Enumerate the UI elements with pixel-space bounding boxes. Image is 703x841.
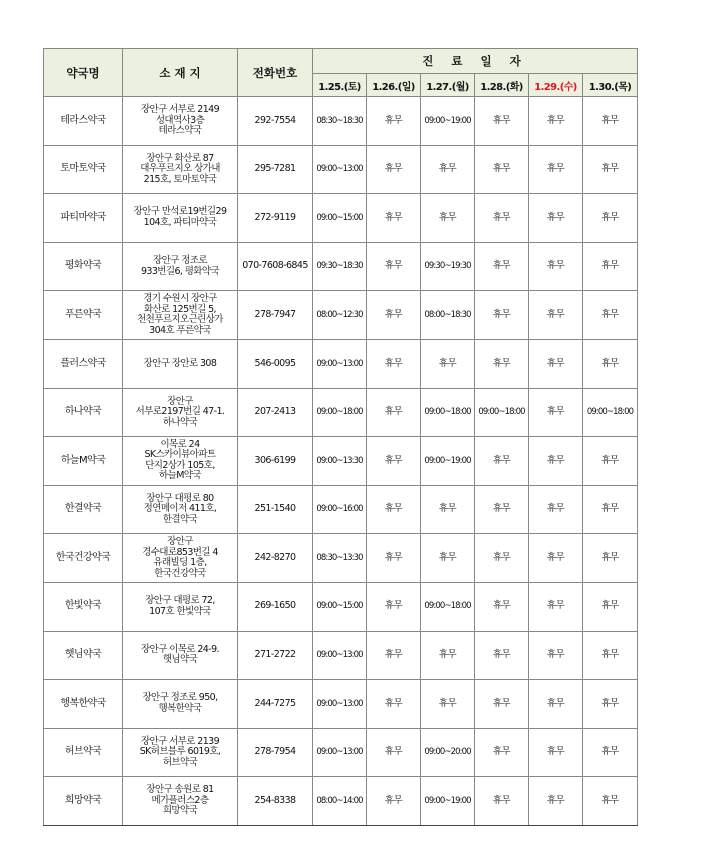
pharmacy-hours: 08:00~14:00 <box>313 777 367 826</box>
pharmacy-hours: 휴무 <box>475 339 529 388</box>
pharmacy-hours: 휴무 <box>583 728 638 777</box>
header-name: 약국명 <box>44 49 123 97</box>
pharmacy-hours: 09:00~15:00 <box>313 194 367 243</box>
pharmacy-hours: 09:00~13:00 <box>313 680 367 729</box>
pharmacy-phone: 244-7275 <box>238 680 313 729</box>
pharmacy-phone: 306-6199 <box>238 437 313 486</box>
pharmacy-address: 장안구 이목로 24-9. 햇님약국 <box>123 631 238 680</box>
pharmacy-phone: 271-2722 <box>238 631 313 680</box>
pharmacy-hours: 휴무 <box>367 339 421 388</box>
pharmacy-hours: 휴무 <box>529 728 583 777</box>
pharmacy-address: 장안구 송원로 81 메가플러스2층 희망약국 <box>123 777 238 826</box>
pharmacy-hours: 09:00~18:00 <box>583 388 638 437</box>
table-header <box>44 49 638 97</box>
pharmacy-hours: 휴무 <box>367 534 421 583</box>
table-row <box>44 680 638 729</box>
table-row <box>44 631 638 680</box>
pharmacy-address: 경기 수원시 장안구 화산로 125번길 5, 천천푸르지오근린상가 304호 푸른약국 <box>123 291 238 340</box>
pharmacy-hours: 휴무 <box>367 680 421 729</box>
pharmacy-hours: 09:00~19:00 <box>421 97 475 146</box>
pharmacy-phone: 251-1540 <box>238 485 313 534</box>
pharmacy-phone: 269-1650 <box>238 582 313 631</box>
pharmacy-name: 푸른약국 <box>44 291 123 340</box>
pharmacy-hours: 휴무 <box>583 145 638 194</box>
pharmacy-hours: 휴무 <box>421 631 475 680</box>
header-day-highlight: 1.29.(수) <box>529 74 583 97</box>
pharmacy-hours: 휴무 <box>367 291 421 340</box>
pharmacy-hours: 휴무 <box>367 388 421 437</box>
pharmacy-hours: 휴무 <box>475 97 529 146</box>
pharmacy-hours: 09:00~13:30 <box>313 437 367 486</box>
pharmacy-hours: 휴무 <box>475 242 529 291</box>
pharmacy-hours: 08:30~18:30 <box>313 97 367 146</box>
pharmacy-address: 장안구 서부로2197번길 47-1. 하나약국 <box>123 388 238 437</box>
pharmacy-address: 장안구 서부로 2149 성대역사3층 테라스약국 <box>123 97 238 146</box>
pharmacy-address: 이목로 24 SK스카이뷰아파트 단지2상가 105호, 하늘M약국 <box>123 437 238 486</box>
header-day: 1.25.(토) <box>313 74 367 97</box>
pharmacy-hours: 휴무 <box>529 485 583 534</box>
pharmacy-hours: 휴무 <box>475 582 529 631</box>
pharmacy-phone: 292-7554 <box>238 97 313 146</box>
pharmacy-phone: 278-7947 <box>238 291 313 340</box>
pharmacy-hours: 휴무 <box>529 388 583 437</box>
pharmacy-address: 장안구 정조로 950, 행복한약국 <box>123 680 238 729</box>
pharmacy-hours: 09:00~18:00 <box>421 582 475 631</box>
pharmacy-name: 하나약국 <box>44 388 123 437</box>
table-row <box>44 242 638 291</box>
pharmacy-hours: 휴무 <box>367 631 421 680</box>
pharmacy-hours: 휴무 <box>583 680 638 729</box>
header-day: 1.26.(일) <box>367 74 421 97</box>
pharmacy-address: 장안구 정조로 933번길6, 평화약국 <box>123 242 238 291</box>
pharmacy-phone: 254-8338 <box>238 777 313 826</box>
header-day: 1.27.(월) <box>421 74 475 97</box>
pharmacy-name: 한국건강약국 <box>44 534 123 583</box>
table-row <box>44 291 638 340</box>
pharmacy-hours: 휴무 <box>583 582 638 631</box>
pharmacy-hours: 휴무 <box>367 728 421 777</box>
pharmacy-phone: 278-7954 <box>238 728 313 777</box>
pharmacy-hours: 휴무 <box>583 437 638 486</box>
pharmacy-hours: 09:30~18:30 <box>313 242 367 291</box>
header-phone: 전화번호 <box>238 49 313 97</box>
pharmacy-hours: 휴무 <box>583 631 638 680</box>
pharmacy-address: 장안구 대평로 80 정연메이저 411호, 한결약국 <box>123 485 238 534</box>
table-row <box>44 437 638 486</box>
table-row <box>44 194 638 243</box>
pharmacy-hours: 휴무 <box>583 339 638 388</box>
pharmacy-hours: 09:00~13:00 <box>313 145 367 194</box>
pharmacy-phone: 242-8270 <box>238 534 313 583</box>
pharmacy-hours: 휴무 <box>529 534 583 583</box>
pharmacy-name: 플러스약국 <box>44 339 123 388</box>
pharmacy-hours: 09:00~20:00 <box>421 728 475 777</box>
pharmacy-hours: 휴무 <box>475 194 529 243</box>
pharmacy-address: 장안구 서부로 2139 SK허브블루 6019호, 허브약국 <box>123 728 238 777</box>
pharmacy-hours: 휴무 <box>367 437 421 486</box>
table-row <box>44 728 638 777</box>
pharmacy-name: 희망약국 <box>44 777 123 826</box>
pharmacy-hours: 휴무 <box>367 242 421 291</box>
pharmacy-hours: 휴무 <box>529 97 583 146</box>
pharmacy-hours: 휴무 <box>529 194 583 243</box>
pharmacy-hours: 휴무 <box>475 145 529 194</box>
pharmacy-name: 햇님약국 <box>44 631 123 680</box>
pharmacy-hours: 휴무 <box>475 437 529 486</box>
pharmacy-hours: 09:00~13:00 <box>313 339 367 388</box>
pharmacy-hours: 휴무 <box>421 534 475 583</box>
pharmacy-phone: 207-2413 <box>238 388 313 437</box>
pharmacy-hours: 09:00~13:00 <box>313 728 367 777</box>
pharmacy-hours: 휴무 <box>475 728 529 777</box>
pharmacy-address: 장안구 장안로 308 <box>123 339 238 388</box>
pharmacy-hours: 09:00~13:00 <box>313 631 367 680</box>
pharmacy-phone: 070-7608-6845 <box>238 242 313 291</box>
pharmacy-address: 장안구 만석로19번길29 104호, 파티마약국 <box>123 194 238 243</box>
header-address: 소 재 지 <box>123 49 238 97</box>
pharmacy-name: 파티마약국 <box>44 194 123 243</box>
table-row <box>44 97 638 146</box>
pharmacy-hours: 휴무 <box>529 145 583 194</box>
pharmacy-schedule-table <box>43 48 638 826</box>
pharmacy-phone: 272-9119 <box>238 194 313 243</box>
pharmacy-hours: 09:00~19:00 <box>421 777 475 826</box>
table-row <box>44 534 638 583</box>
pharmacy-hours: 휴무 <box>529 242 583 291</box>
pharmacy-hours: 휴무 <box>529 631 583 680</box>
pharmacy-name: 테라스약국 <box>44 97 123 146</box>
pharmacy-hours: 휴무 <box>475 291 529 340</box>
pharmacy-hours: 08:00~18:30 <box>421 291 475 340</box>
pharmacy-hours: 휴무 <box>367 485 421 534</box>
pharmacy-hours: 휴무 <box>421 145 475 194</box>
pharmacy-hours: 휴무 <box>583 534 638 583</box>
pharmacy-hours: 09:30~19:30 <box>421 242 475 291</box>
pharmacy-hours: 09:00~18:00 <box>475 388 529 437</box>
pharmacy-hours: 휴무 <box>583 291 638 340</box>
table-body <box>44 97 638 826</box>
pharmacy-hours: 휴무 <box>529 437 583 486</box>
pharmacy-hours: 휴무 <box>529 582 583 631</box>
header-day: 1.28.(화) <box>475 74 529 97</box>
table-row <box>44 388 638 437</box>
pharmacy-hours: 휴무 <box>529 291 583 340</box>
pharmacy-hours: 휴무 <box>475 680 529 729</box>
pharmacy-hours: 휴무 <box>583 97 638 146</box>
pharmacy-name: 한빛약국 <box>44 582 123 631</box>
pharmacy-hours: 휴무 <box>367 582 421 631</box>
pharmacy-hours: 09:00~19:00 <box>421 437 475 486</box>
pharmacy-hours: 휴무 <box>421 339 475 388</box>
pharmacy-hours: 휴무 <box>367 194 421 243</box>
pharmacy-address: 장안구 대평로 72, 107호 한빛약국 <box>123 582 238 631</box>
table-row <box>44 485 638 534</box>
pharmacy-hours: 휴무 <box>421 194 475 243</box>
pharmacy-hours: 휴무 <box>583 194 638 243</box>
pharmacy-name: 하늘M약국 <box>44 437 123 486</box>
header-day: 1.30.(목) <box>583 74 638 97</box>
table-row <box>44 339 638 388</box>
pharmacy-phone: 295-7281 <box>238 145 313 194</box>
pharmacy-address: 장안구 경수대로853번길 4 유래빌딩 1층, 한국건강약국 <box>123 534 238 583</box>
pharmacy-hours: 휴무 <box>475 534 529 583</box>
pharmacy-hours: 휴무 <box>583 485 638 534</box>
pharmacy-hours: 08:00~12:30 <box>313 291 367 340</box>
pharmacy-address: 장안구 화산로 87 대우푸르지오 상가내 215호, 토마토약국 <box>123 145 238 194</box>
pharmacy-hours: 휴무 <box>529 777 583 826</box>
header-schedule: 진 료 일 자 <box>313 49 638 74</box>
pharmacy-hours: 휴무 <box>529 680 583 729</box>
pharmacy-hours: 휴무 <box>583 242 638 291</box>
pharmacy-name: 허브약국 <box>44 728 123 777</box>
table-row <box>44 777 638 826</box>
pharmacy-hours: 휴무 <box>475 485 529 534</box>
pharmacy-hours: 08:30~13:30 <box>313 534 367 583</box>
pharmacy-hours: 휴무 <box>421 680 475 729</box>
pharmacy-hours: 휴무 <box>367 97 421 146</box>
pharmacy-name: 토마토약국 <box>44 145 123 194</box>
table-row <box>44 582 638 631</box>
pharmacy-name: 행복한약국 <box>44 680 123 729</box>
pharmacy-hours: 09:00~18:00 <box>421 388 475 437</box>
pharmacy-hours: 휴무 <box>475 777 529 826</box>
pharmacy-hours: 09:00~15:00 <box>313 582 367 631</box>
pharmacy-hours: 09:00~18:00 <box>313 388 367 437</box>
pharmacy-hours: 09:00~16:00 <box>313 485 367 534</box>
pharmacy-name: 한결약국 <box>44 485 123 534</box>
pharmacy-hours: 휴무 <box>367 777 421 826</box>
pharmacy-hours: 휴무 <box>583 777 638 826</box>
pharmacy-hours: 휴무 <box>475 631 529 680</box>
pharmacy-hours: 휴무 <box>529 339 583 388</box>
pharmacy-hours: 휴무 <box>421 485 475 534</box>
pharmacy-name: 평화약국 <box>44 242 123 291</box>
pharmacy-hours: 휴무 <box>367 145 421 194</box>
table-row <box>44 145 638 194</box>
pharmacy-phone: 546-0095 <box>238 339 313 388</box>
